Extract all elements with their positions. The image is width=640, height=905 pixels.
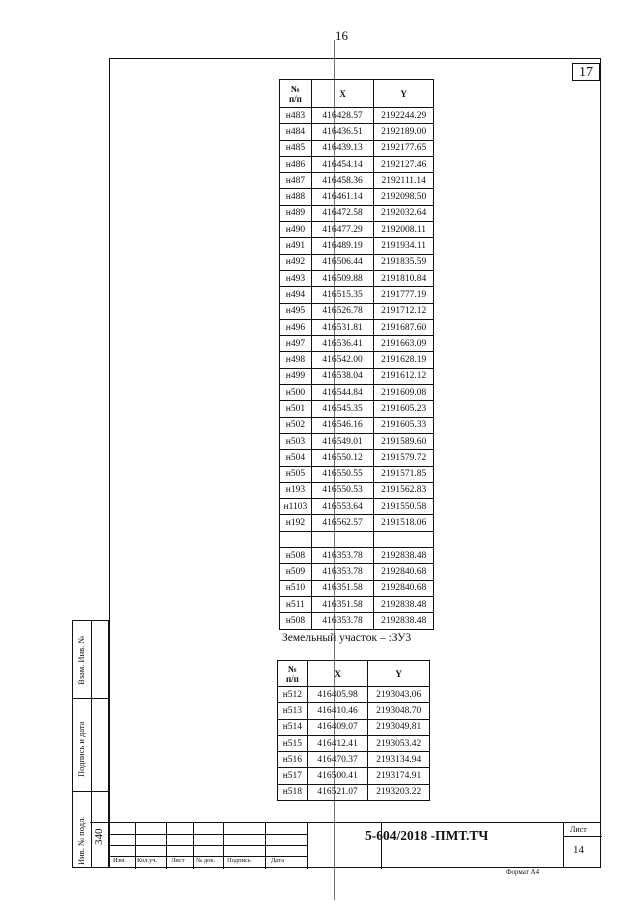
x-coordinate-cell: 416550.55 bbox=[311, 466, 373, 482]
x-coordinate-cell: 416526.78 bbox=[311, 303, 373, 319]
x-coordinate-cell: 416470.37 bbox=[307, 752, 368, 768]
table-row bbox=[278, 784, 430, 800]
table-row bbox=[280, 401, 434, 417]
x-coordinate-cell: 416439.13 bbox=[311, 140, 373, 156]
y-coordinate-cell: 2191609.08 bbox=[374, 385, 434, 401]
point-id-cell: н488 bbox=[280, 189, 312, 205]
y-coordinate-cell: 2193043.06 bbox=[368, 687, 430, 703]
document-code: 5-604/2018 -ПМТ.ТЧ bbox=[365, 828, 489, 843]
point-id-cell: н512 bbox=[278, 687, 308, 703]
inv-podl-label: Инв. № подл. bbox=[76, 816, 86, 865]
y-coordinate-cell: 2192008.11 bbox=[374, 222, 434, 238]
coordinates-table-1 bbox=[279, 79, 434, 630]
stamp-row-line bbox=[109, 834, 307, 835]
y-coordinate-cell: 2191663.09 bbox=[374, 336, 434, 352]
x-coordinate-cell: 416436.51 bbox=[311, 124, 373, 140]
y-coordinate-cell: 2191589.60 bbox=[374, 433, 434, 449]
y-coordinate-cell: 2191562.83 bbox=[374, 482, 434, 498]
y-coordinate-cell: 2193174.91 bbox=[368, 768, 430, 784]
table-header-row bbox=[278, 661, 430, 687]
stamp-label-list: Лист bbox=[171, 857, 185, 864]
y-coordinate-cell: 2192032.64 bbox=[374, 205, 434, 221]
point-id-cell: н509 bbox=[280, 564, 312, 580]
point-id-cell bbox=[280, 531, 312, 547]
y-coordinate-cell: 2191810.84 bbox=[374, 270, 434, 286]
stamp-label-kol-uch: Кол.уч. bbox=[137, 857, 158, 864]
point-id-cell: н504 bbox=[280, 450, 312, 466]
table-row bbox=[278, 687, 430, 703]
table-row bbox=[280, 140, 434, 156]
table-row bbox=[278, 719, 430, 735]
y-coordinate-cell: 2191934.11 bbox=[374, 238, 434, 254]
table-row bbox=[280, 254, 434, 270]
x-coordinate-cell: 416351.58 bbox=[311, 580, 373, 596]
x-coordinate-cell: 416353.78 bbox=[311, 564, 373, 580]
point-id-cell: н510 bbox=[280, 580, 312, 596]
y-coordinate-cell: 2191518.06 bbox=[374, 515, 434, 531]
table-row bbox=[278, 703, 430, 719]
x-coordinate-cell: 416562.57 bbox=[311, 515, 373, 531]
point-id-cell: н514 bbox=[278, 719, 308, 735]
point-id-cell: н501 bbox=[280, 401, 312, 417]
x-coordinate-cell: 416550.12 bbox=[311, 450, 373, 466]
x-coordinate-cell: 416410.46 bbox=[307, 703, 368, 719]
y-coordinate-cell: 2191605.23 bbox=[374, 401, 434, 417]
table-header-row bbox=[280, 80, 434, 108]
table-row bbox=[280, 596, 434, 612]
table-row bbox=[280, 222, 434, 238]
table-row bbox=[280, 482, 434, 498]
x-coordinate-cell: 416546.16 bbox=[311, 417, 373, 433]
point-id-cell: н499 bbox=[280, 368, 312, 384]
table-row bbox=[280, 548, 434, 564]
y-coordinate-cell: 2192244.29 bbox=[374, 108, 434, 124]
table-row bbox=[280, 580, 434, 596]
x-coordinate-cell bbox=[311, 531, 373, 547]
stamp-label-izm: Изм. bbox=[113, 857, 126, 864]
point-id-cell: н494 bbox=[280, 287, 312, 303]
stamp-row-line bbox=[109, 845, 307, 846]
y-coordinate-cell: 2191687.60 bbox=[374, 319, 434, 335]
y-coordinate-cell: 2192838.48 bbox=[374, 596, 434, 612]
vzam-inv-label: Взам. Инв. № bbox=[76, 635, 86, 685]
x-coordinate-cell: 416454.14 bbox=[311, 156, 373, 172]
y-coordinate-cell: 2193049.81 bbox=[368, 719, 430, 735]
x-coordinate-cell: 416500.41 bbox=[307, 768, 368, 784]
y-coordinate-cell: 2192098.50 bbox=[374, 189, 434, 205]
table-row bbox=[280, 336, 434, 352]
point-id-cell: н513 bbox=[278, 703, 308, 719]
table-row bbox=[278, 752, 430, 768]
table-row bbox=[280, 613, 434, 629]
sheet-corner-number: 17 bbox=[572, 63, 600, 81]
x-coordinate-cell: 416412.41 bbox=[307, 735, 368, 751]
stamp-col-line bbox=[223, 823, 224, 869]
x-coordinate-cell: 416542.00 bbox=[311, 352, 373, 368]
point-id-cell: н517 bbox=[278, 768, 308, 784]
table-row bbox=[280, 124, 434, 140]
x-coordinate-cell: 416509.88 bbox=[311, 270, 373, 286]
y-coordinate-cell: 2193134.94 bbox=[368, 752, 430, 768]
scan-fold-line bbox=[334, 40, 335, 900]
x-coordinate-cell: 416531.81 bbox=[311, 319, 373, 335]
y-coordinate-cell: 2192838.48 bbox=[374, 548, 434, 564]
stamp-col-line bbox=[193, 823, 194, 869]
point-id-cell: н515 bbox=[278, 735, 308, 751]
table-row bbox=[280, 270, 434, 286]
point-id-cell: н498 bbox=[280, 352, 312, 368]
section-title: Земельный участок – :ЗУ3 bbox=[282, 632, 412, 644]
stamp-label-n-dok: № док. bbox=[196, 857, 216, 864]
format-label: Формат А4 bbox=[506, 868, 540, 876]
x-coordinate-cell: 416458.36 bbox=[311, 173, 373, 189]
page-number-top: 16 bbox=[335, 28, 348, 43]
x-coordinate-cell: 416545.35 bbox=[311, 401, 373, 417]
y-coordinate-cell: 2191605.33 bbox=[374, 417, 434, 433]
sheet-box bbox=[563, 822, 602, 868]
point-id-cell: н508 bbox=[280, 548, 312, 564]
column-header: X bbox=[307, 661, 368, 687]
stamp-grid bbox=[109, 823, 381, 869]
table-row bbox=[280, 499, 434, 515]
y-coordinate-cell: 2191612.12 bbox=[374, 368, 434, 384]
sheet-number: 14 bbox=[573, 844, 584, 856]
sheet-label: Лист bbox=[570, 825, 587, 834]
x-coordinate-cell: 416409.07 bbox=[307, 719, 368, 735]
y-coordinate-cell: 2193053.42 bbox=[368, 735, 430, 751]
x-coordinate-cell: 416489.19 bbox=[311, 238, 373, 254]
point-id-cell: н192 bbox=[280, 515, 312, 531]
table-row bbox=[280, 319, 434, 335]
y-coordinate-cell: 2192177.65 bbox=[374, 140, 434, 156]
x-coordinate-cell: 416544.84 bbox=[311, 385, 373, 401]
x-coordinate-cell: 416428.57 bbox=[311, 108, 373, 124]
x-coordinate-cell: 416553.64 bbox=[311, 499, 373, 515]
x-coordinate-cell: 416353.78 bbox=[311, 548, 373, 564]
y-coordinate-cell: 2191835.59 bbox=[374, 254, 434, 270]
stamp-label-data: Дата bbox=[271, 857, 284, 864]
y-coordinate-cell: 2193203.22 bbox=[368, 784, 430, 800]
x-coordinate-cell: 416550.53 bbox=[311, 482, 373, 498]
y-coordinate-cell bbox=[374, 531, 434, 547]
point-id-cell: н500 bbox=[280, 385, 312, 401]
y-coordinate-cell: 2191550.58 bbox=[374, 499, 434, 515]
x-coordinate-cell: 416461.14 bbox=[311, 189, 373, 205]
table-row bbox=[280, 189, 434, 205]
point-id-cell: н518 bbox=[278, 784, 308, 800]
table-row bbox=[280, 417, 434, 433]
column-header: Y bbox=[368, 661, 430, 687]
table-row bbox=[280, 564, 434, 580]
y-coordinate-cell: 2193048.70 bbox=[368, 703, 430, 719]
inv-number: 340 bbox=[93, 828, 105, 845]
y-coordinate-cell: 2191628.19 bbox=[374, 352, 434, 368]
y-coordinate-cell: 2192840.68 bbox=[374, 580, 434, 596]
point-id-cell: н193 bbox=[280, 482, 312, 498]
table-row bbox=[280, 531, 434, 547]
x-coordinate-cell: 416477.29 bbox=[311, 222, 373, 238]
stamp-col-line bbox=[307, 823, 308, 869]
point-id-cell: н503 bbox=[280, 433, 312, 449]
sheet-box-divider bbox=[564, 836, 602, 837]
stamp-label-podpis: Подпись bbox=[227, 857, 251, 864]
point-id-cell: н516 bbox=[278, 752, 308, 768]
x-coordinate-cell: 416515.35 bbox=[311, 287, 373, 303]
point-id-cell: н495 bbox=[280, 303, 312, 319]
table-row bbox=[280, 303, 434, 319]
point-id-cell: н487 bbox=[280, 173, 312, 189]
table-row bbox=[280, 205, 434, 221]
point-id-cell: н502 bbox=[280, 417, 312, 433]
point-id-cell: н493 bbox=[280, 270, 312, 286]
point-id-cell: н489 bbox=[280, 205, 312, 221]
table-row bbox=[280, 515, 434, 531]
table-row bbox=[280, 385, 434, 401]
stamp-col-line bbox=[265, 823, 266, 869]
point-id-cell: н505 bbox=[280, 466, 312, 482]
y-coordinate-cell: 2191579.72 bbox=[374, 450, 434, 466]
point-id-cell: н492 bbox=[280, 254, 312, 270]
x-coordinate-cell: 416405.98 bbox=[307, 687, 368, 703]
table-row bbox=[280, 466, 434, 482]
table-row bbox=[280, 450, 434, 466]
x-coordinate-cell: 416353.78 bbox=[311, 613, 373, 629]
point-id-cell: н490 bbox=[280, 222, 312, 238]
point-id-cell: н483 bbox=[280, 108, 312, 124]
y-coordinate-cell: 2192127.46 bbox=[374, 156, 434, 172]
y-coordinate-cell: 2192189.00 bbox=[374, 124, 434, 140]
coordinates-table-2 bbox=[277, 660, 430, 801]
y-coordinate-cell: 2191712.12 bbox=[374, 303, 434, 319]
table-row bbox=[280, 108, 434, 124]
table-row bbox=[278, 768, 430, 784]
column-header: Y bbox=[374, 80, 434, 108]
y-coordinate-cell: 2192111.14 bbox=[374, 173, 434, 189]
column-header: № п/п bbox=[278, 661, 308, 687]
column-header: X bbox=[311, 80, 373, 108]
table-row bbox=[280, 352, 434, 368]
point-id-cell: н508 bbox=[280, 613, 312, 629]
y-coordinate-cell: 2192840.68 bbox=[374, 564, 434, 580]
x-coordinate-cell: 416351.58 bbox=[311, 596, 373, 612]
y-coordinate-cell: 2191777.19 bbox=[374, 287, 434, 303]
y-coordinate-cell: 2191571.85 bbox=[374, 466, 434, 482]
point-id-cell: н496 bbox=[280, 319, 312, 335]
stamp-col-line bbox=[135, 823, 136, 869]
x-coordinate-cell: 416549.01 bbox=[311, 433, 373, 449]
x-coordinate-cell: 416538.04 bbox=[311, 368, 373, 384]
table-row bbox=[280, 433, 434, 449]
x-coordinate-cell: 416521.07 bbox=[307, 784, 368, 800]
x-coordinate-cell: 416506.44 bbox=[311, 254, 373, 270]
point-id-cell: н511 bbox=[280, 596, 312, 612]
x-coordinate-cell: 416536.41 bbox=[311, 336, 373, 352]
table-row bbox=[278, 735, 430, 751]
point-id-cell: н491 bbox=[280, 238, 312, 254]
x-coordinate-cell: 416472.58 bbox=[311, 205, 373, 221]
stamp-col-line bbox=[166, 823, 167, 869]
table-row bbox=[280, 156, 434, 172]
table-row bbox=[280, 173, 434, 189]
column-header: № п/п bbox=[280, 80, 312, 108]
point-id-cell: н485 bbox=[280, 140, 312, 156]
podpis-data-label: Подпись и дата bbox=[76, 721, 86, 777]
title-stamp bbox=[90, 822, 601, 869]
y-coordinate-cell: 2192838.48 bbox=[374, 613, 434, 629]
table-row bbox=[280, 238, 434, 254]
table-row bbox=[280, 368, 434, 384]
point-id-cell: н1103 bbox=[280, 499, 312, 515]
point-id-cell: н484 bbox=[280, 124, 312, 140]
table-row bbox=[280, 287, 434, 303]
point-id-cell: н486 bbox=[280, 156, 312, 172]
point-id-cell: н497 bbox=[280, 336, 312, 352]
